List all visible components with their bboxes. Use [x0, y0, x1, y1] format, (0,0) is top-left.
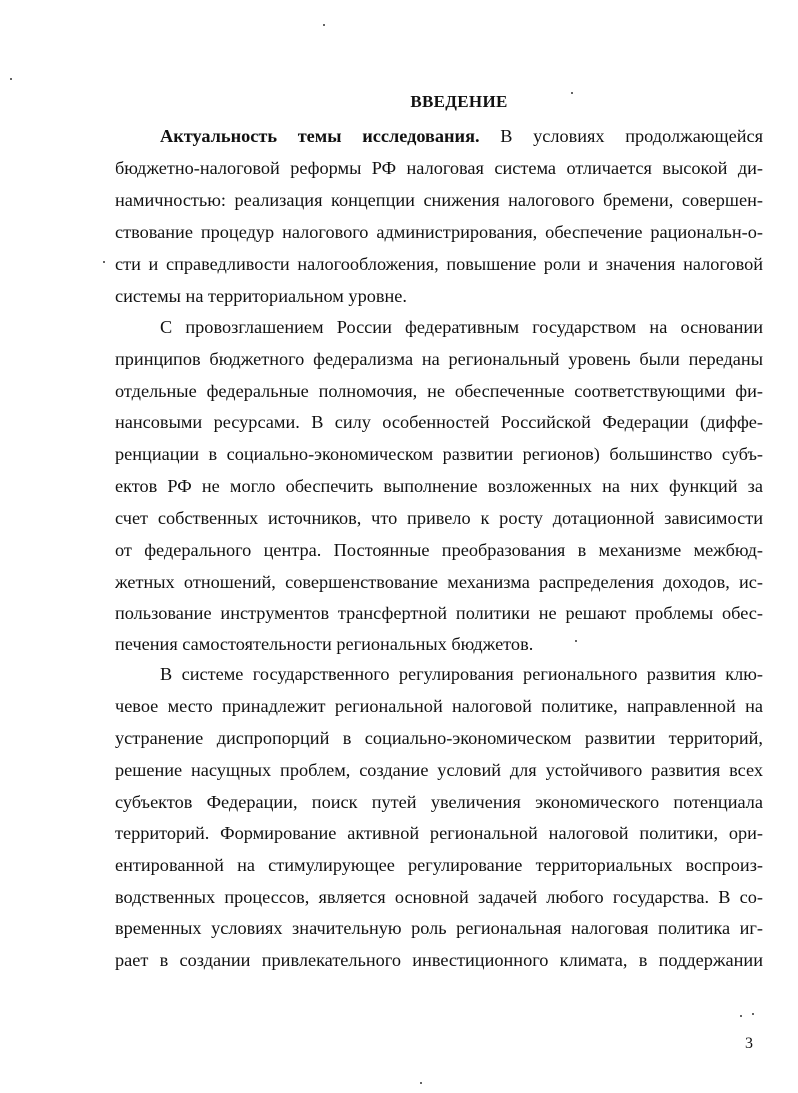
- paragraph-3-line-9: временных условиях значительную роль региональная налоговая политика иг-: [115, 918, 763, 938]
- paragraph-3-line-7: ентированной на стимулирующее регулирование территориальных воспроиз-: [115, 855, 763, 875]
- paragraph-3-line-6: территорий. Формирование активной региональной налоговой политики, ори-: [115, 823, 763, 843]
- scan-speck: [420, 1082, 422, 1084]
- paragraph-2-line-7: счет собственных источников, что привело к росту дотационной зависимости: [115, 508, 763, 528]
- scan-speck: [10, 78, 12, 80]
- page-number: 3: [745, 1035, 753, 1052]
- scan-speck: [103, 261, 105, 263]
- paragraph-3-line-1: В системе государственного регулирования регионального развития клю-: [160, 664, 763, 684]
- paragraph-3-line-8: водственных процессов, является основной задачей любого государства. В со-: [115, 887, 763, 907]
- topic-relevance-label: Актуальность темы исследования.: [160, 126, 480, 146]
- paragraph-2-line-1: С провозглашением России федеративным государством на основании: [160, 317, 763, 337]
- scan-speck: [740, 1015, 742, 1017]
- paragraph-3-line-2: чевое место принадлежит региональной налоговой политике, направленной на: [115, 696, 763, 716]
- paragraph-3-line-4: решение насущных проблем, создание условий для устойчивого развития всех: [115, 760, 763, 780]
- paragraph-2-line-9: жетных отношений, совершенствование механизма распределения доходов, ис-: [115, 572, 763, 592]
- paragraph-3-line-5: субъектов Федерации, поиск путей увеличения экономического потенциала: [115, 792, 763, 812]
- scan-speck: [571, 92, 573, 94]
- paragraph-1-line-2: бюджетно-налоговой реформы РФ налоговая система отличается высокой ди-: [115, 158, 763, 178]
- paragraph-1-line-5: сти и справедливости налогообложения, повышение роли и значения налоговой: [115, 254, 763, 274]
- paragraph-1-line-3: намичностью: реализация концепции снижения налогового бремени, совершен-: [115, 190, 763, 210]
- paragraph-3-line-3: устранение диспропорций в социально-экономическом развитии территорий,: [115, 728, 763, 748]
- paragraph-2-line-11: печения самостоятельности региональных бюджетов.: [115, 634, 534, 654]
- paragraph-2-line-4: нансовыми ресурсами. В силу особенностей Российской Федерации (диффе-: [115, 412, 763, 432]
- page-heading: ВВЕДЕНИЕ: [410, 92, 508, 111]
- paragraph-1-line-4: ствование процедур налогового администрирования, обеспечение рациональн-о-: [115, 222, 763, 242]
- paragraph-2-line-8: от федерального центра. Постоянные преобразования в механизме межбюд-: [115, 540, 763, 560]
- paragraph-1-line-6: системы на территориальном уровне.: [115, 286, 407, 306]
- paragraph-2-line-6: ектов РФ не могло обеспечить выполнение возложенных на них функций за: [115, 476, 763, 496]
- paragraph-3-line-10: рает в создании привлекательного инвестиционного климата, в поддержании: [115, 950, 763, 970]
- paragraph-2-line-2: принципов бюджетного федерализма на региональный уровень были переданы: [115, 349, 763, 369]
- scan-speck: [575, 640, 577, 642]
- scan-speck: [323, 24, 325, 26]
- paragraph-2-line-5: ренциации в социально-экономическом развитии регионов) большинство субъ-: [115, 444, 763, 464]
- paragraph-2-line-3: отдельные федеральные полномочия, не обеспеченные соответствующими фи-: [115, 381, 763, 401]
- paragraph-1-line-1: Актуальность темы исследования. В условиях продолжающейся: [160, 126, 764, 146]
- scan-speck: [752, 1013, 754, 1015]
- paragraph-2-line-10: пользование инструментов трансфертной политики не решают проблемы обес-: [115, 603, 763, 623]
